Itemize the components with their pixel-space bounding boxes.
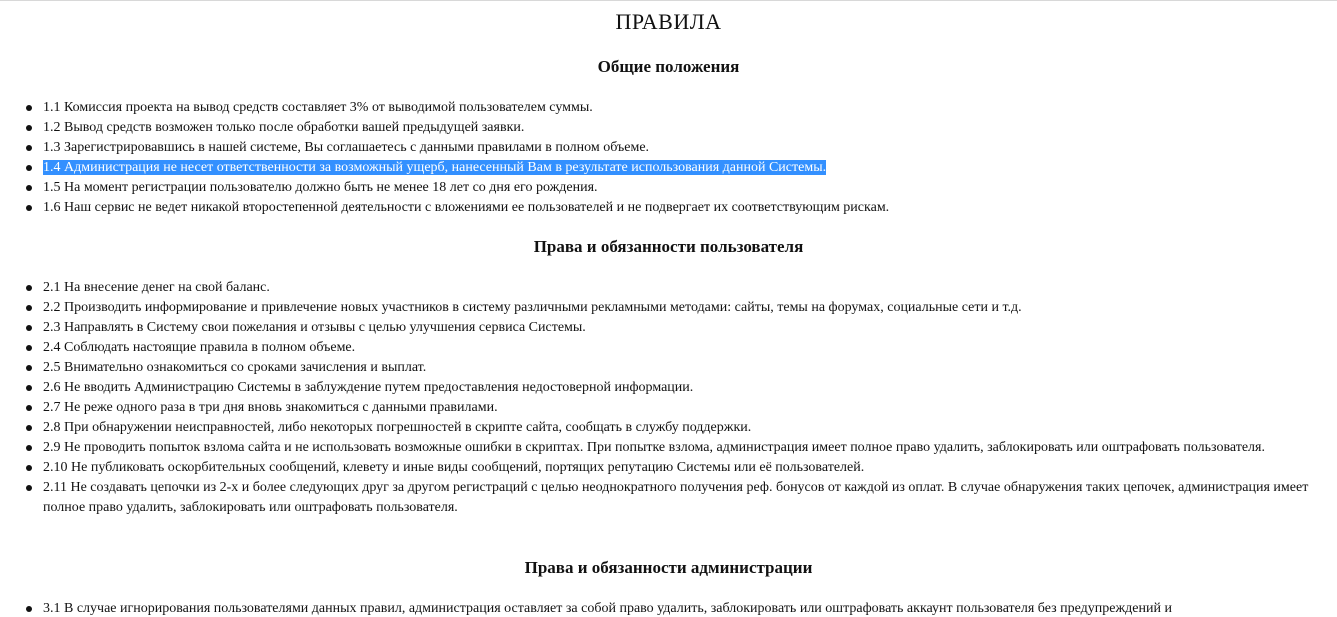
user-rights-list	[0, 278, 1337, 518]
list-item	[0, 178, 1337, 198]
list-item-text: 2.7 Не реже одного раза в три дня вновь знакомиться с данными правилами.	[43, 400, 498, 415]
list-item	[0, 398, 1337, 418]
list-item	[0, 298, 1337, 318]
section-heading-user-rights: Права и обязанности пользователя	[533, 237, 804, 256]
list-item	[0, 278, 1337, 298]
general-rules-list	[0, 98, 1337, 218]
list-item	[0, 418, 1337, 438]
list-item	[0, 478, 1337, 518]
list-item	[0, 98, 1337, 118]
list-item-text: 2.6 Не вводить Администрацию Системы в заблуждение путем предоставления недостоверной информации.	[43, 380, 694, 395]
list-item-text: 1.2 Вывод средств возможен только после обработки вашей предыдущей заявки.	[43, 120, 525, 135]
list-item	[0, 138, 1337, 158]
admin-rights-list	[0, 599, 1337, 617]
list-item	[0, 438, 1337, 458]
list-item-selected	[0, 158, 1337, 178]
list-item-text: 1.6 Наш сервис не ведет никакой второстепенной деятельности с вложениями ее пользователей и не подвергает их соответствующим рискам.	[43, 200, 890, 215]
list-item	[0, 198, 1337, 218]
list-item-text: 1.5 На момент регистрации пользователю должно быть не менее 18 лет со дня его рождения.	[43, 180, 598, 195]
list-item	[0, 599, 1337, 617]
list-item-text: 2.1 На внесение денег на свой баланс.	[43, 280, 270, 295]
section-heading-admin-rights: Права и обязанности администрации	[524, 558, 813, 577]
list-item-text: 2.9 Не проводить попыток взлома сайта и не использовать возможные ошибки в скриптах. При попытке взлома, администрация имеет полное право удалить, заблокировать или оштрафовать пользователя.	[43, 440, 1265, 455]
list-item-text: 2.5 Внимательно ознакомиться со сроками зачисления и выплат.	[43, 360, 427, 375]
list-item	[0, 118, 1337, 138]
list-item-text: 2.2 Производить информирование и привлечение новых участников в систему различными рекламными методами: сайты, темы на форумах, социальные сети и т.д.	[43, 300, 1022, 315]
top-border	[0, 0, 1337, 1]
list-item-text: 2.11 Не создавать цепочки из 2-х и более следующих друг за другом регистраций с целью неоднократного получения реф. бонусов от каждой из оплат. В случае обнаружения таких цепочек, администрация имеет полное право удалить, заблокировать или оштрафовать пользователя.	[43, 480, 1309, 515]
page-title: ПРАВИЛА	[615, 9, 722, 34]
list-item-text: 2.10 Не публиковать оскорбительных сообщений, клевету и иные виды сообщений, портящих репутацию Системы или её пользователей.	[43, 460, 865, 475]
list-item-text: 2.8 При обнаружении неисправностей, либо некоторых погрешностей в скрипте сайта, сообщать в службу поддержки.	[43, 420, 752, 435]
selected-text[interactable]: 1.4 Администрация не несет ответственности за возможный ущерб, нанесенный Вам в результате использования данной Системы.	[43, 160, 827, 175]
list-item	[0, 338, 1337, 358]
section-heading-general: Общие положения	[597, 57, 740, 76]
list-item	[0, 318, 1337, 338]
list-item-text: 2.4 Соблюдать настоящие правила в полном объеме.	[43, 340, 356, 355]
list-item	[0, 458, 1337, 478]
list-item-text: 1.3 Зарегистрировавшись в нашей системе, Вы соглашаетесь с данными правилами в полном объеме.	[43, 140, 650, 155]
list-item-text: 3.1 В случае игнорирования пользователями данных правил, администрация оставляет за собой право удалить, заблокировать или оштрафовать аккаунт пользователя без предупреждений и	[43, 601, 1172, 616]
list-item-text: 1.1 Комиссия проекта на вывод средств составляет 3% от выводимой пользователем суммы.	[43, 100, 593, 115]
list-item-text: 2.3 Направлять в Систему свои пожелания и отзывы с целью улучшения сервиса Системы.	[43, 320, 586, 335]
list-item	[0, 378, 1337, 398]
list-item	[0, 358, 1337, 378]
